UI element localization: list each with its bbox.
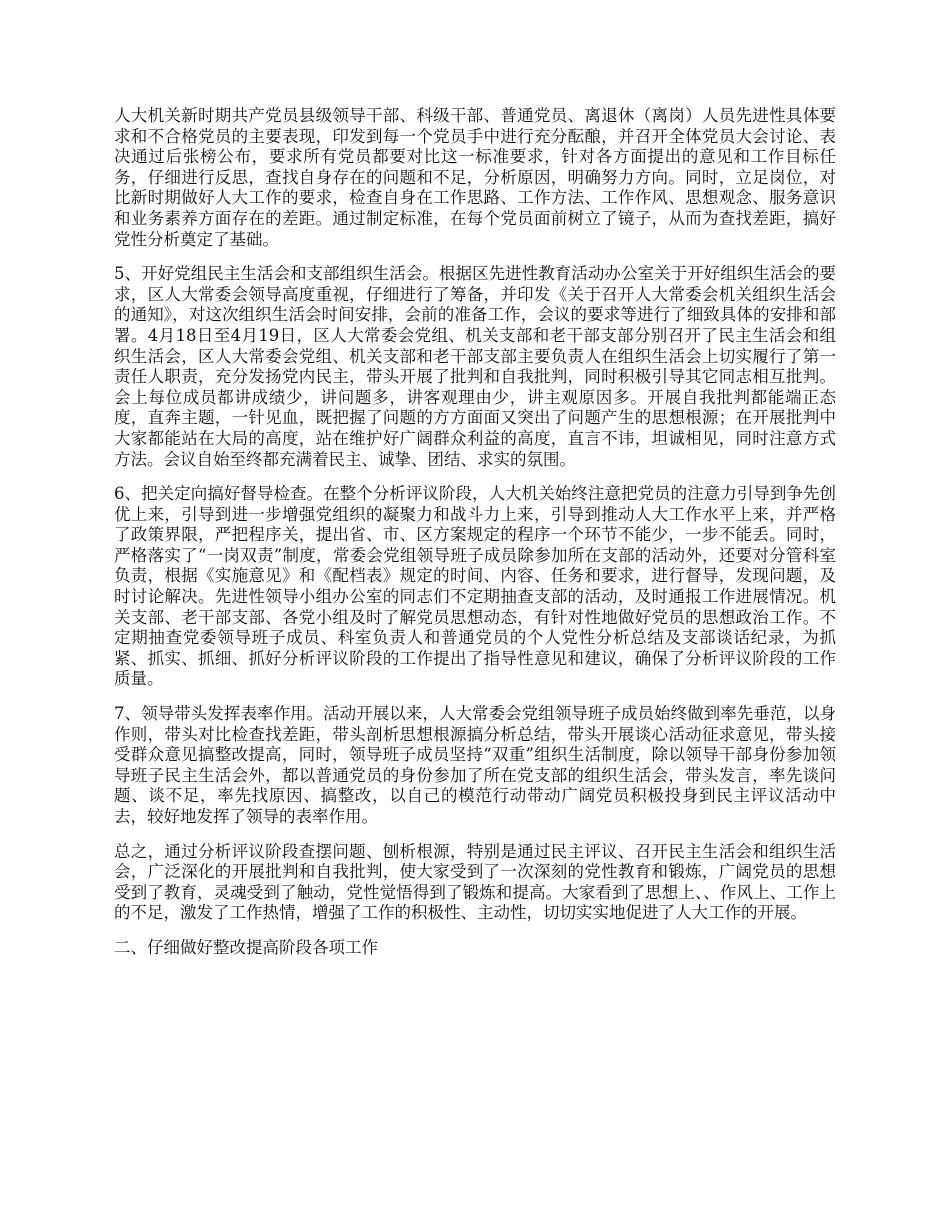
section-heading: 二、仔细做好整改提高阶段各项工作 — [114, 937, 378, 957]
paragraph-item-6: 6、把关定向搞好督导检查。在整个分析评议阶段，人大机关始终注意把党员的注意力引导到争先创优上来，引导到进一步增强党组织的凝聚力和战斗力上来，引导到推动人大工作水平上来，并严格了政策界限，严把程序关，提出省、市、区方案规定的程序一个环节不能少，一步不能丢。同时，严格落实了“一岗双责”制度，常委会党组领导班子成员除参加所在支部的活动外，还要对分管科室负责，根据《实施意见》和《配档表》规定的时间、内容、任务和要求，进行督导，发现问题，及时讨论解决。先进性领导小组办公室的同志们不定期抽查支部的活动，及时通报工作进展情况。机关支部、老干部支部、各党小组及时了解党员思想动态，有针对性地做好党员的思想政治工作。不定期抽查党委领导班子成员、科室负责人和普通党员的个人党性分析总结及支部谈话纪录，为抓紧、抓实、抓细、抓好分析评议阶段的工作提出了指导性意见和建议，确保了分析评议阶段的工作质量。 — [114, 484, 836, 689]
paragraph-item-7: 7、领导带头发挥表率作用。活动开展以来，人大常委会党组领导班子成员始终做到率先垂范，以身作则，带头对比检查找差距，带头剖析思想根源搞分析总结，带头开展谈心活动征求意见，带头接受群众意见搞整改提高，同时，领导班子成员坚持“双重”组织生活制度，除以领导干部身份参加领导班子民主生活会外，都以普通党员的身份参加了所在党支部的组织生活会，带头发言，率先谈问题、谈不足，率先找原因、搞整改，以自己的模范行动带动广阔党员积极投身到民主评议活动中去，较好地发挥了领导的表率作用。 — [114, 704, 836, 826]
paragraph-item-5: 5、开好党组民主生活会和支部组织生活会。根据区先进性教育活动办公室关于开好组织生活会的要求，区人大常委会领导高度重视，仔细进行了筹备，并印发《关于召开人大常委会机关组织生活会的通知》，对这次组织生活会时间安排，会前的准备工作，会议的要求等进行了细致具体的安排和部署。4月18日至4月19日，区人大常委会党组、机关支部和老干部支部分别召开了民主生活会和组织生活会，区人大常委会党组、机关支部和老干部支部主要负责人在组织生活会上切实履行了第一责任人职责，充分发扬党内民主，带头开展了批判和自我批判，同时积极引导其它同志相互批判。会上每位成员都讲成绩少，讲问题多，讲客观理由少，讲主观原因多。开展自我批判都能端正态度，直奔主题，一针见血，既把握了问题的方方面面又突出了问题产生的思想根源；在开展批判中大家都能站在大局的高度，站在维护好广阔群众利益的高度，直言不讳，坦诚相见，同时注意方式方法。会议自始至终都充满着民主、诚挚、团结、求实的氛围。 — [114, 264, 836, 469]
paragraph-standards: 人大机关新时期共产党员县级领导干部、科级干部、普通党员、离退休（离岗）人员先进性具体要求和不合格党员的主要表现，印发到每一个党员手中进行充分酝酿，并召开全体党员大会讨论、表决通过后张榜公布，要求所有党员都要对比这一标准要求，针对各方面提出的意见和工作目标任务，仔细进行反思，查找自身存在的问题和不足，分析原因，明确努力方向。同时，立足岗位，对比新时期做好人大工作的要求，检查自身在工作思路、工作方法、工作作风、思想观念、服务意识和业务素养方面存在的差距。通过制定标准，在每个党员面前树立了镜子，从而为查找差距，搞好党性分析奠定了基础。 — [114, 106, 836, 249]
paragraph-summary: 总之，通过分析评议阶段查摆问题、刨析根源，特别是通过民主评议、召开民主生活会和组织生活会，广泛深化的开展批判和自我批判，使大家受到了一次深刻的党性教育和锻炼，广阔党员的思想受到了教育，灵魂受到了触动，党性觉悟得到了锻炼和提高。大家看到了思想上、、作风上、工作上的不足，激发了工作热情，增强了工作的积极性、主动性，切切实实地促进了人大工作的开展。 — [114, 841, 836, 923]
document-body — [114, 106, 836, 959]
